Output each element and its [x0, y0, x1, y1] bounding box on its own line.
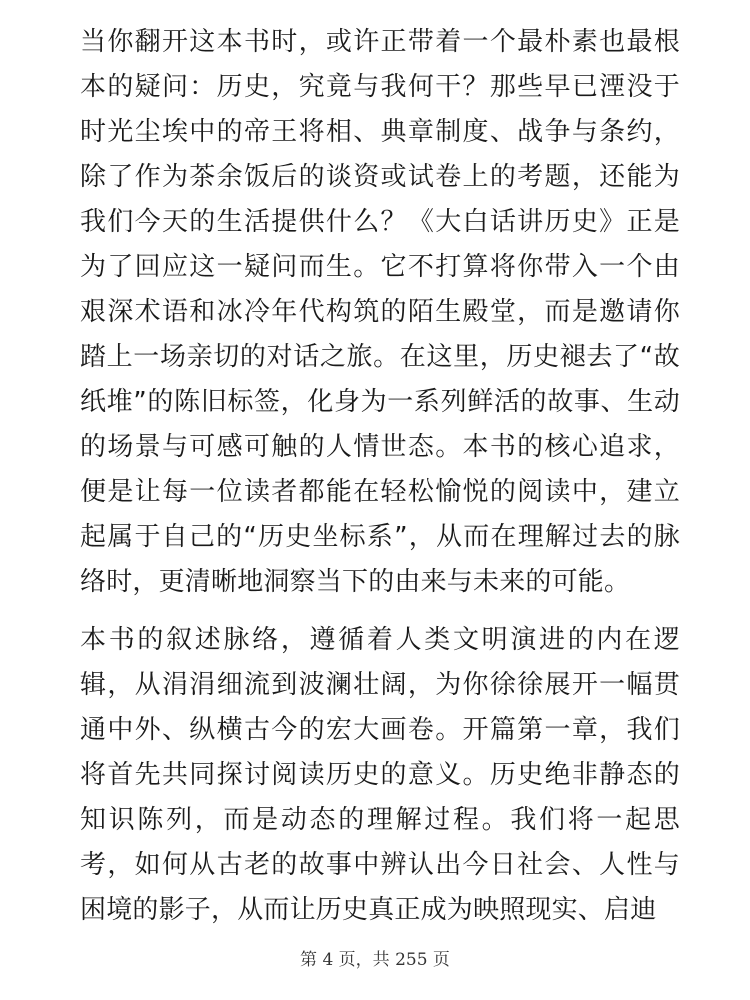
- body-paragraph-2: 本书的叙述脉络，遵循着人类文明演进的内在逻辑，从涓涓细流到波澜壮阔，为你徐徐展开一幅贯通中外、纵横古今的宏大画卷。开篇第一章，我们将首先共同探讨阅读历史的意义。历史绝非静态的知识陈列，而是动态的理解过程。我们将一起思考，如何从古老的故事中辨认出今日社会、人性与困境的影子，从而让历史真正成为映照现实、启迪: [80, 625, 680, 925]
- page-body-text: [80, 20, 680, 933]
- body-paragraph-1: 当你翻开这本书时，或许正带着一个最朴素也最根本的疑问：历史，究竟与我何干？那些早已湮没于时光尘埃中的帝王将相、典章制度、战争与条约，除了作为茶余饭后的谈资或试卷上的考题，还能为我们今天的生活提供什么？《大白话讲历史》正是为了回应这一疑问而生。它不打算将你带入一个由艰深术语和冰冷年代构筑的陌生殿堂，而是邀请你踏上一场亲切的对话之旅。在这里，历史褪去了“故纸堆”的陈旧标签，化身为一系列鲜活的故事、生动的场景与可感可触的人情世态。本书的核心追求，便是让每一位读者都能在轻松愉悦的阅读中，建立起属于自己的“历史坐标系”，从而在理解过去的脉络时，更清晰地洞察当下的由来与未来的可能。: [80, 27, 680, 597]
- page-number-indicator: 第 4 页，共 255 页: [300, 950, 450, 970]
